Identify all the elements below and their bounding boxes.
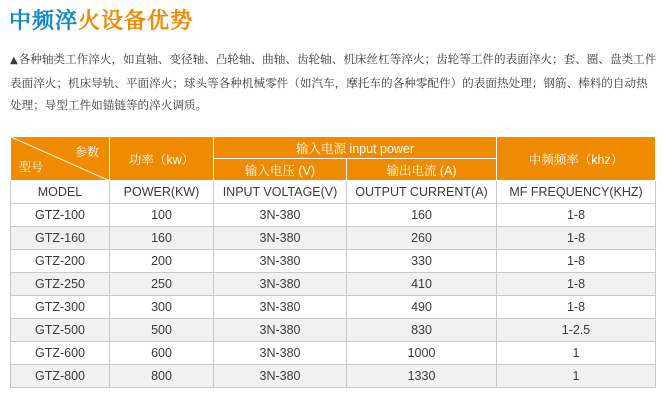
power-cell: 300 (110, 296, 214, 319)
frequency-cell: 1-8 (497, 204, 656, 227)
frequency-cell: 1-2.5 (497, 319, 656, 342)
model-cell: GTZ-100 (11, 204, 110, 227)
current-cell: 490 (347, 296, 497, 319)
frequency-cell: 1 (497, 342, 656, 365)
voltage-header: 输入电压 (V) (214, 159, 347, 181)
english-header-cell: OUTPUT CURRENT(A) (347, 181, 497, 204)
voltage-cell: 3N-380 (214, 204, 347, 227)
table-row (11, 204, 656, 227)
table-row (11, 227, 656, 250)
table-row (11, 342, 656, 365)
voltage-cell: 3N-380 (214, 273, 347, 296)
english-header-cell: POWER(KW) (110, 181, 214, 204)
frequency-cell: 1-8 (497, 227, 656, 250)
model-cell: GTZ-800 (11, 365, 110, 388)
corner-model-label: 型号 (19, 160, 44, 174)
current-cell: 160 (347, 204, 497, 227)
power-cell: 800 (110, 365, 214, 388)
power-cell: 160 (110, 227, 214, 250)
frequency-cell: 1-8 (497, 250, 656, 273)
current-cell: 830 (347, 319, 497, 342)
triangle-bullet-icon: ▲ (10, 55, 18, 66)
power-cell: 200 (110, 250, 214, 273)
model-cell: GTZ-300 (11, 296, 110, 319)
title-part-blue: 中频淬 (9, 9, 79, 34)
power-cell: 500 (110, 319, 214, 342)
current-cell: 330 (347, 250, 497, 273)
model-cell: GTZ-600 (11, 342, 110, 365)
frequency-header: 中频频率（khz） (497, 137, 656, 181)
model-cell: GTZ-200 (11, 250, 110, 273)
current-cell: 1000 (347, 342, 497, 365)
english-header-row (11, 181, 656, 204)
model-cell: GTZ-160 (11, 227, 110, 250)
table-row (11, 273, 656, 296)
english-header-cell: INPUT VOLTAGE(V) (214, 181, 347, 204)
voltage-cell: 3N-380 (214, 319, 347, 342)
corner-param-label: 参数 (74, 145, 99, 159)
voltage-cell: 3N-380 (214, 342, 347, 365)
description-paragraph (10, 48, 658, 116)
current-cell: 410 (347, 273, 497, 296)
frequency-cell: 1 (497, 365, 656, 388)
table-row (11, 250, 656, 273)
table-row (11, 365, 656, 388)
frequency-cell: 1-8 (497, 273, 656, 296)
description-text: 各种轴类工作淬火，如直轴、变径轴、凸轮轴、曲轴、齿轮轴、机床丝杠等淬火；齿轮等工件的表面淬火；套、圈、盘类工件表面淬火；机床导轨、平面淬火；球头等各种机械零件（如汽车，摩托车的各种零配件）的表面热处理；钢筋、棒料的自动热处理；导型工件如锚链等的淬火调质。 (10, 52, 657, 112)
voltage-cell: 3N-380 (214, 296, 347, 319)
current-cell: 260 (347, 227, 497, 250)
input-power-header: 输入电源 input power (214, 137, 497, 159)
corner-header-cell (11, 137, 110, 181)
frequency-cell: 1-8 (497, 296, 656, 319)
title-part-orange: 火设备优势 (78, 9, 194, 34)
power-header: 功率（kw） (110, 137, 214, 181)
power-cell: 600 (110, 342, 214, 365)
power-cell: 100 (110, 204, 214, 227)
model-cell: GTZ-250 (11, 273, 110, 296)
table-row (11, 319, 656, 342)
voltage-cell: 3N-380 (214, 365, 347, 388)
page-title (9, 6, 193, 38)
current-header: 输出电流 (A) (347, 159, 497, 181)
english-header-cell: MODEL (11, 181, 110, 204)
voltage-cell: 3N-380 (214, 250, 347, 273)
spec-table (10, 136, 656, 388)
model-cell: GTZ-500 (11, 319, 110, 342)
table-row (11, 296, 656, 319)
current-cell: 1330 (347, 365, 497, 388)
english-header-cell: MF FREQUENCY(KHZ) (497, 181, 656, 204)
voltage-cell: 3N-380 (214, 227, 347, 250)
power-cell: 250 (110, 273, 214, 296)
